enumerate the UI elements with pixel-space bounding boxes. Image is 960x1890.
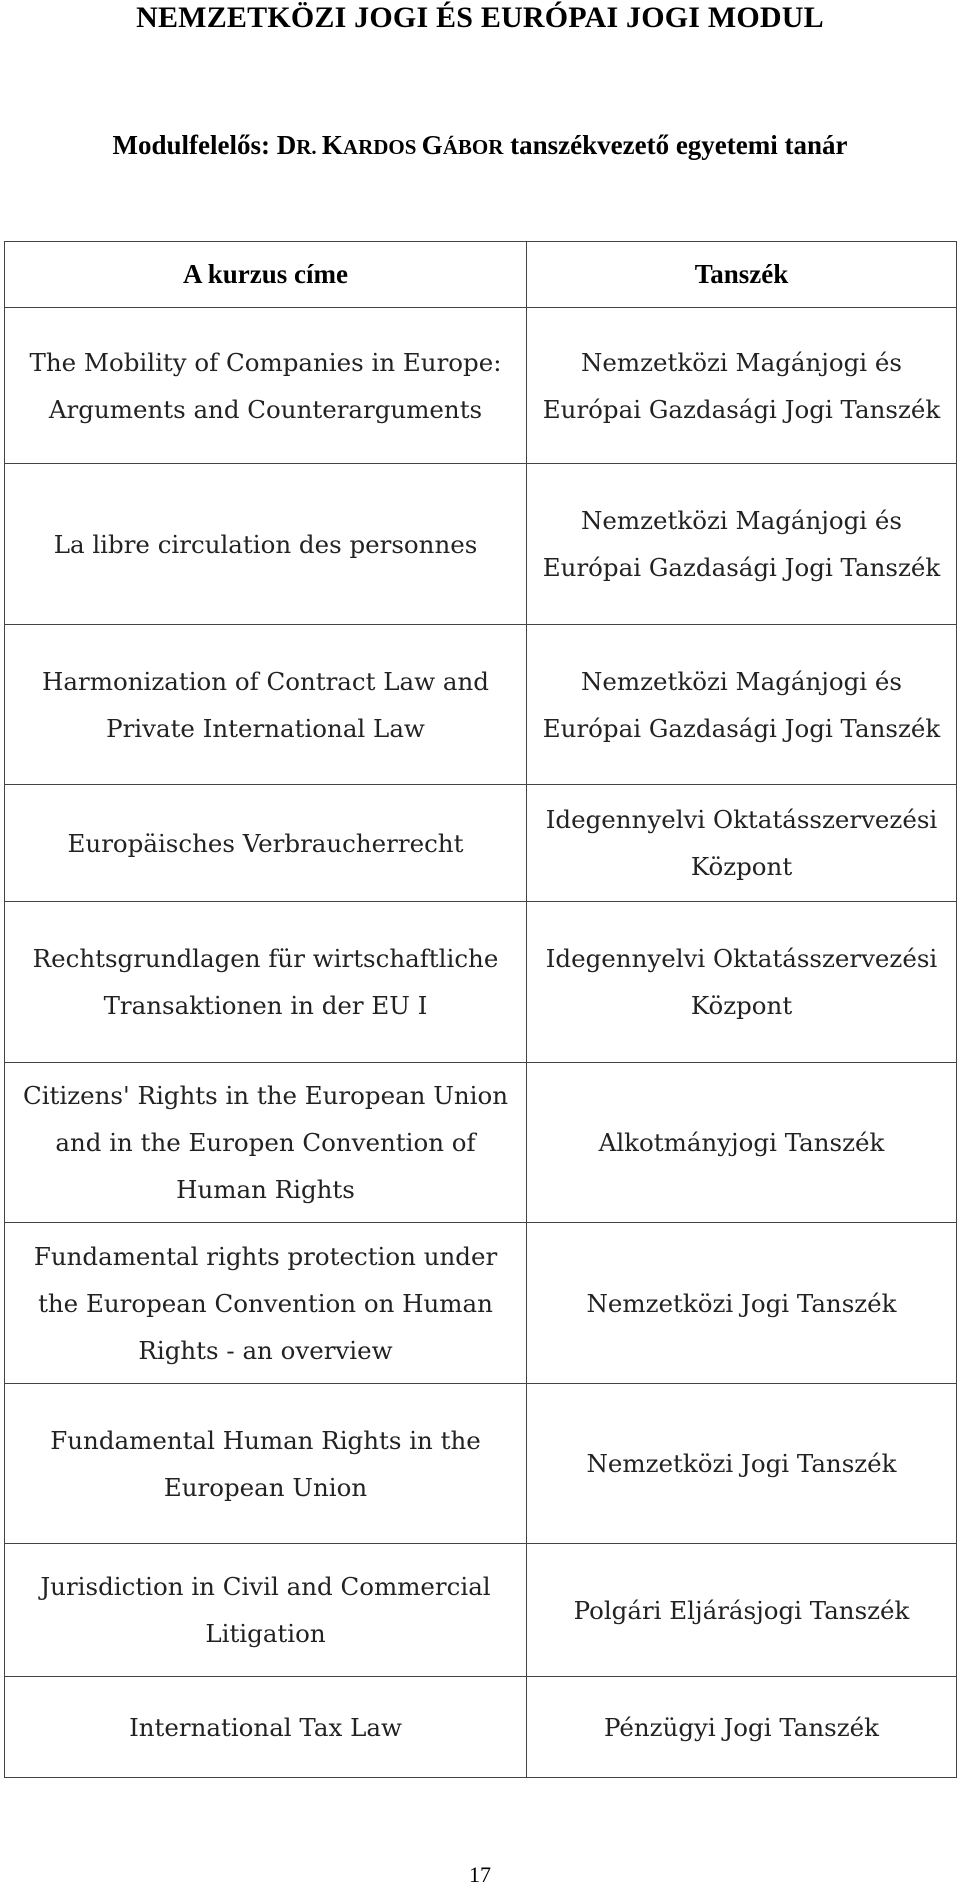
course-title-cell: La libre circulation des personnes bbox=[5, 464, 527, 625]
table-row bbox=[5, 1223, 957, 1384]
table-row bbox=[5, 464, 957, 625]
header-department: Tanszék bbox=[527, 242, 957, 308]
course-title-cell: International Tax Law bbox=[5, 1677, 527, 1778]
responsible-name-initial: K bbox=[321, 130, 343, 160]
table-row bbox=[5, 902, 957, 1063]
module-title: NEMZETKÖZI JOGI ÉS EURÓPAI JOGI MODUL bbox=[136, 1, 824, 34]
table-row bbox=[5, 1677, 957, 1778]
table-header-row bbox=[5, 242, 957, 308]
course-title-cell: Citizens' Rights in the European Union and in the Europen Convention of Human Rights bbox=[5, 1063, 527, 1223]
table-row bbox=[5, 625, 957, 785]
department-cell: Nemzetközi Magánjogi és Európai Gazdasági Jogi Tanszék bbox=[527, 308, 957, 464]
table-row bbox=[5, 308, 957, 464]
department-cell: Nemzetközi Magánjogi és Európai Gazdasági Jogi Tanszék bbox=[527, 464, 957, 625]
table-row bbox=[5, 1384, 957, 1544]
department-cell: Polgári Eljárásjogi Tanszék bbox=[527, 1544, 957, 1677]
course-title-cell: Europäisches Verbraucherrecht bbox=[5, 785, 527, 902]
course-table bbox=[4, 241, 957, 1778]
department-cell: Alkotmányjogi Tanszék bbox=[527, 1063, 957, 1223]
course-title-cell: Jurisdiction in Civil and Commercial Litigation bbox=[5, 1544, 527, 1677]
department-cell: Pénzügyi Jogi Tanszék bbox=[527, 1677, 957, 1778]
course-title-cell: Harmonization of Contract Law and Private International Law bbox=[5, 625, 527, 785]
department-cell: Nemzetközi Jogi Tanszék bbox=[527, 1223, 957, 1384]
responsible-surname-rest: ÁBOR bbox=[442, 135, 504, 159]
course-title-cell: Fundamental rights protection under the European Convention on Human Rights - an overview bbox=[5, 1223, 527, 1384]
module-responsible bbox=[0, 128, 960, 164]
page-number: 17 bbox=[469, 1862, 491, 1887]
course-title-cell: The Mobility of Companies in Europe: Arguments and Counterarguments bbox=[5, 308, 527, 464]
responsible-name-rest: ARDOS bbox=[342, 135, 422, 159]
course-title-cell: Fundamental Human Rights in the European Union bbox=[5, 1384, 527, 1544]
responsible-title-rest: R. bbox=[296, 135, 322, 159]
header-course-title: A kurzus címe bbox=[5, 242, 527, 308]
department-cell: Idegennyelvi Oktatásszervezési Központ bbox=[527, 785, 957, 902]
table-row bbox=[5, 785, 957, 902]
table-row bbox=[5, 1063, 957, 1223]
department-cell: Idegennyelvi Oktatásszervezési Központ bbox=[527, 902, 957, 1063]
department-cell: Nemzetközi Magánjogi és Európai Gazdasági Jogi Tanszék bbox=[527, 625, 957, 785]
responsible-label: Modulfelelős: D bbox=[112, 130, 297, 160]
responsible-role: tanszékvezető egyetemi tanár bbox=[503, 130, 848, 160]
table-row bbox=[5, 1544, 957, 1677]
course-title-cell: Rechtsgrundlagen für wirtschaftliche Transaktionen in der EU I bbox=[5, 902, 527, 1063]
department-cell: Nemzetközi Jogi Tanszék bbox=[527, 1384, 957, 1544]
responsible-surname-initial: G bbox=[421, 130, 443, 160]
